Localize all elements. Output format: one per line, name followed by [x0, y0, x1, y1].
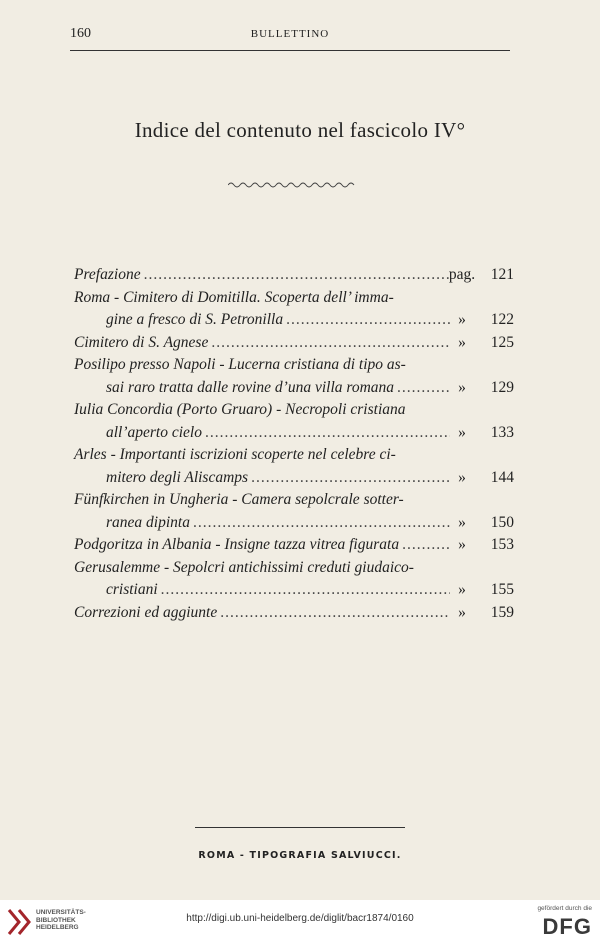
library-name: UNIVERSITÄTS- BIBLIOTHEK HEIDELBERG: [36, 909, 86, 931]
toc-entry-text: all’aperto cielo: [106, 423, 202, 441]
page-marker: »: [458, 536, 466, 553]
toc-entry: [74, 264, 514, 287]
toc-entry-text: ranea dipinta: [106, 513, 190, 531]
dot-leader: [402, 534, 450, 557]
toc-entry-text: gine a fresco di S. Petronilla: [106, 311, 284, 328]
dot-leader: [220, 602, 450, 625]
toc-entry-text: Iulia Concordia (Porto Gruaro) - Necropoli cristiana: [74, 401, 406, 418]
page-number: 160: [70, 26, 91, 41]
page-reference: 153: [490, 536, 514, 553]
toc-entry-text: sai raro tratta dalle rovine d’una villa romana: [106, 378, 395, 396]
toc-entry: [74, 489, 514, 512]
toc-entry: [74, 354, 514, 377]
page-reference: 155: [490, 581, 514, 598]
page-marker: »: [458, 603, 466, 621]
imprint-rule: [195, 827, 405, 828]
toc-entry-text: Correzioni ed aggiunte: [74, 603, 218, 621]
toc-entry: [74, 512, 514, 535]
toc-entry: [74, 467, 514, 490]
toc-entry-text: Cimitero di S. Agnese: [74, 333, 209, 351]
digitization-bar: [0, 900, 600, 943]
page-reference: 122: [490, 311, 514, 328]
dot-leader: [211, 332, 450, 355]
running-title: BULLETTINO: [250, 28, 330, 40]
toc-entry: [74, 579, 514, 602]
dot-leader: [144, 264, 450, 287]
page-marker: pag.: [448, 266, 476, 283]
page-marker: »: [458, 468, 466, 486]
toc-entry-text: Roma - Cimitero di Domitilla. Scoperta dell’ imma-: [74, 288, 394, 306]
ornament-divider: [228, 180, 358, 190]
toc-entry: [74, 422, 514, 445]
dot-leader: [286, 309, 450, 332]
page-marker: »: [458, 333, 466, 351]
toc-entry-text: Fünfkirchen in Ungheria - Camera sepolcrale sotter-: [74, 491, 404, 508]
toc-entry: [74, 309, 514, 332]
toc-entry-text: Prefazione: [74, 266, 141, 283]
page-marker: »: [458, 378, 466, 396]
toc-entry: [74, 444, 514, 467]
source-url-link[interactable]: http://digi.ub.uni-heidelberg.de/diglit/bacr1874/0160: [186, 913, 414, 924]
page-reference: 159: [490, 603, 514, 621]
toc-entry-text: Posilipo presso Napoli - Lucerna cristiana di tipo as-: [74, 356, 406, 373]
toc-entry-text: Gerusalemme - Sepolcri antichissimi creduti giudaico-: [74, 558, 414, 576]
toc-entry: [74, 377, 514, 400]
toc-entry: [74, 399, 514, 422]
page-reference: 129: [490, 378, 514, 396]
toc-entry: [74, 602, 514, 625]
page-marker: »: [458, 311, 466, 328]
toc-entry-text: cristiani: [106, 581, 158, 598]
toc-entry: [74, 287, 514, 310]
toc-entry-text: Podgoritza in Albania - Insigne tazza vitrea figurata: [74, 536, 400, 553]
page-reference: 144: [490, 468, 514, 486]
dot-leader: [193, 512, 450, 535]
dot-leader: [161, 579, 450, 602]
toc-entry: [74, 534, 514, 557]
toc-entry-text: Arles - Importanti iscrizioni scoperte nel celebre ci-: [74, 446, 396, 463]
page-reference: 150: [490, 513, 514, 531]
page-marker: »: [458, 423, 466, 441]
page-reference: 121: [490, 266, 514, 283]
imprint: ROMA - TIPOGRAFIA SALVIUCCI.: [198, 850, 402, 861]
toc-entry-text: mitero degli Aliscamps: [106, 468, 249, 486]
page-title: Indice del contenuto nel fascicolo IV°: [134, 118, 466, 142]
funder-note: gefördert durch die: [537, 905, 592, 912]
dot-leader: [205, 422, 450, 445]
page-marker: »: [458, 513, 466, 531]
header-rule: [70, 50, 510, 51]
dfg-logo: DFG: [542, 914, 592, 939]
dot-leader: [251, 467, 450, 490]
dot-leader: [397, 377, 450, 400]
table-of-contents: [74, 264, 514, 624]
page-marker: »: [458, 581, 466, 598]
toc-entry: [74, 332, 514, 355]
running-header: [70, 26, 510, 46]
page-reference: 125: [490, 333, 514, 351]
toc-entry: [74, 557, 514, 580]
page-reference: 133: [490, 423, 514, 441]
